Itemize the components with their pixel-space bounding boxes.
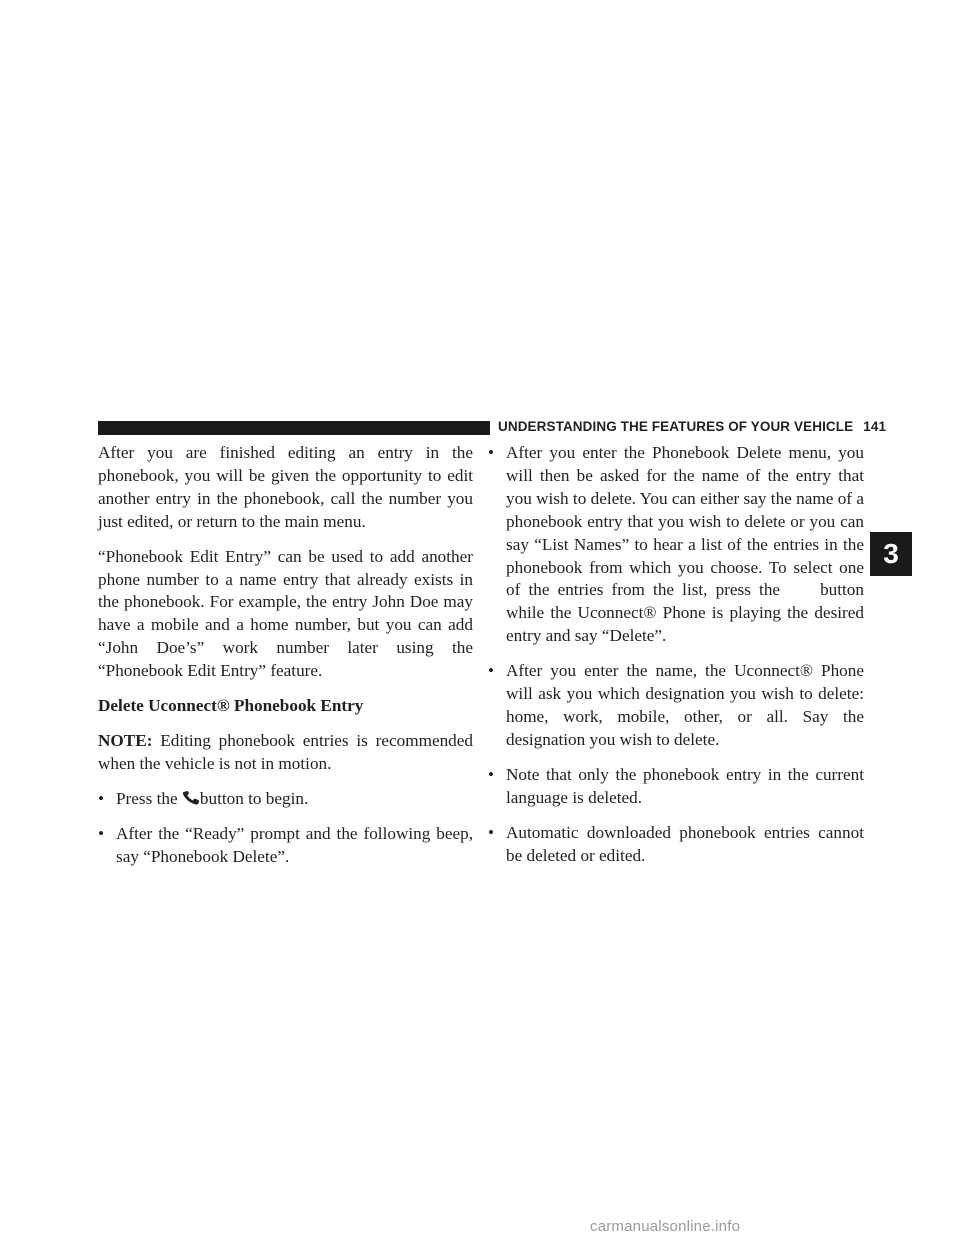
phone-handset-icon bbox=[182, 791, 200, 805]
section-title: UNDERSTANDING THE FEATURES OF YOUR VEHICLE bbox=[498, 419, 854, 434]
paragraph-edit-finished: After you are finished editing an entry in the phonebook, you will be given the opportunity to edit another entry in the phonebook, call the number you just edited, or return to the main menu. bbox=[98, 443, 473, 531]
running-header bbox=[498, 419, 886, 434]
page-number: 141 bbox=[863, 419, 887, 434]
list-item bbox=[488, 442, 864, 648]
bullet-dot: • bbox=[98, 788, 105, 808]
list-item bbox=[98, 788, 473, 811]
header-rule bbox=[98, 421, 490, 435]
list-item bbox=[488, 822, 864, 868]
list-item bbox=[98, 823, 473, 869]
right-column bbox=[488, 442, 864, 879]
bullet-dot: • bbox=[488, 661, 495, 681]
bullet-text: Press the bbox=[116, 788, 182, 808]
bullet-text: Note that only the phonebook entry in the current language is deleted. bbox=[506, 764, 864, 807]
bullet-text: button while the Uconnect® Phone is playing the desired entry and say “Delete”. bbox=[506, 580, 864, 646]
bullet-dot: • bbox=[488, 822, 495, 842]
section-heading: Delete Uconnect® Phonebook Entry bbox=[98, 696, 364, 716]
bullet-text: button to begin. bbox=[199, 788, 309, 808]
chapter-tab: 3 bbox=[870, 532, 912, 576]
note bbox=[98, 730, 473, 776]
watermark: carmanualsonline.info bbox=[590, 1218, 741, 1235]
bullet-dot: • bbox=[488, 764, 495, 784]
left-column bbox=[98, 442, 473, 881]
paragraph-edit-entry: “Phonebook Edit Entry” can be used to add another phone number to a name entry that already exists in the phonebook. For example, the entry John Doe may have a mobile and a home number, but you can add “John Doe’s” work number later using the “Phonebook Edit Entry” feature. bbox=[98, 546, 473, 681]
bullet-text: After the “Ready” prompt and the following beep, say “Phonebook Delete”. bbox=[116, 823, 473, 866]
list-item bbox=[488, 764, 864, 810]
bullet-dot: • bbox=[98, 823, 105, 843]
list-item bbox=[488, 660, 864, 752]
bullet-text: After you enter the name, the Uconnect® Phone will ask you which designation you wish to delete: home, work, mobile, other, or all. Say the designation you wish to delete. bbox=[506, 661, 864, 749]
bullet-text: After you enter the Phonebook Delete menu, you will then be asked for the name of the entry that you wish to delete. You can either say the name of a phonebook entry that you wish to delete or you can say “List Names” to hear a list of the entries in the phonebook from which you choose. To select one of the entries from the list, press the bbox=[506, 443, 864, 600]
bullet-dot: • bbox=[488, 443, 495, 462]
note-label: NOTE: bbox=[98, 730, 153, 750]
note-text: Editing phonebook entries is recommended when the vehicle is not in motion. bbox=[98, 730, 473, 773]
bullet-text: Automatic downloaded phonebook entries cannot be deleted or edited. bbox=[506, 822, 864, 865]
